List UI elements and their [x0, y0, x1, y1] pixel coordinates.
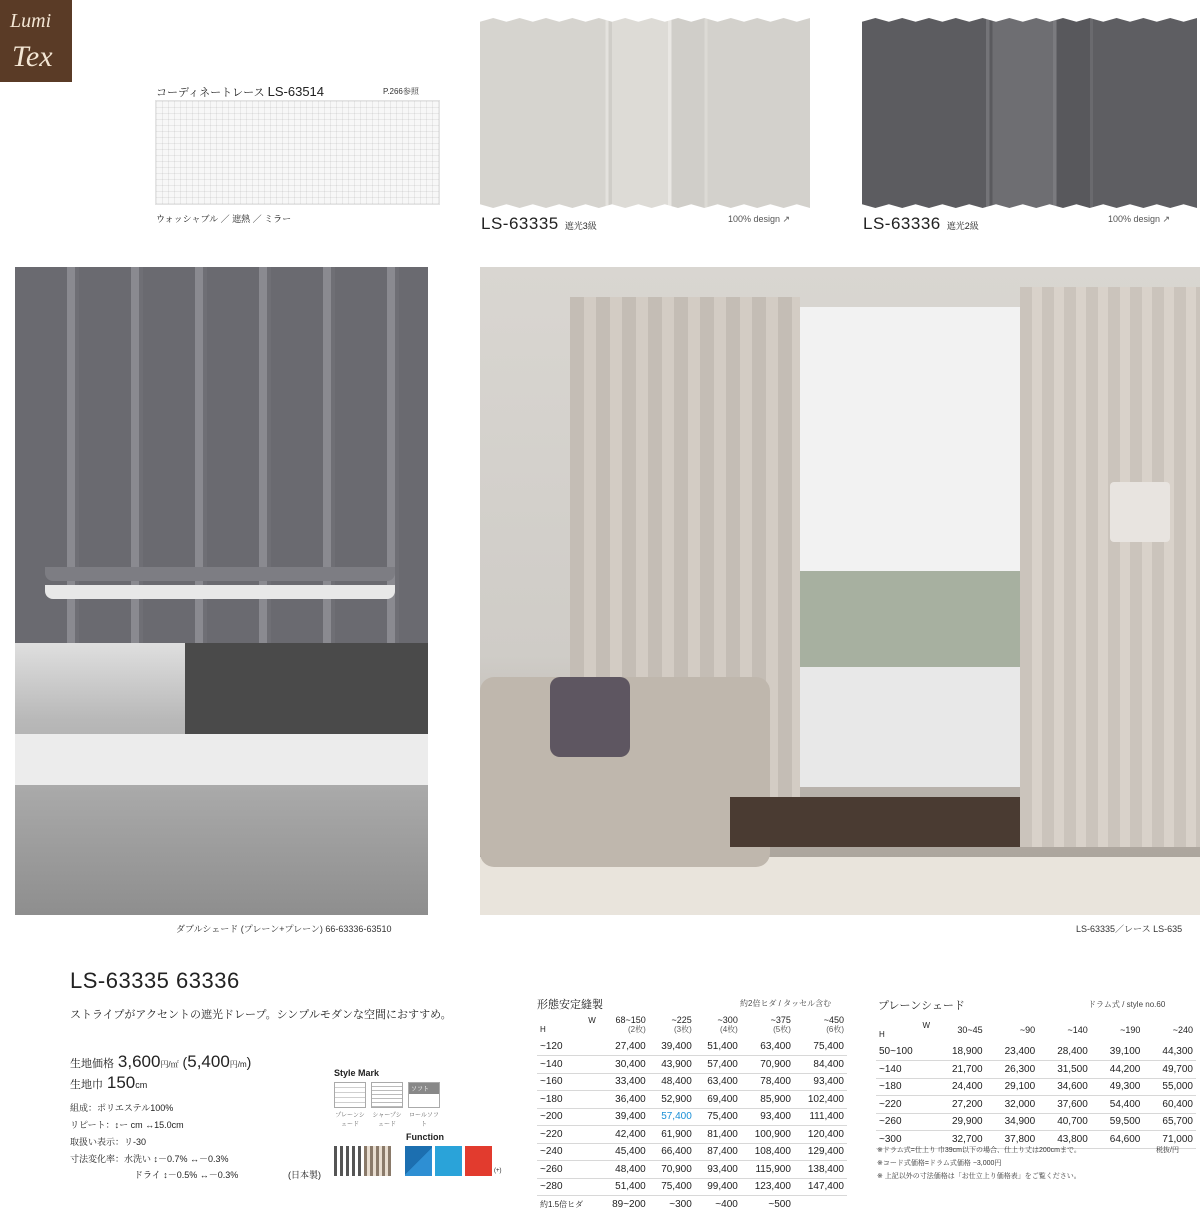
row-height: ~180: [876, 1078, 933, 1096]
row-height: ~240: [537, 1143, 599, 1161]
price-cell: 43,900: [649, 1056, 695, 1074]
fabric-icon: [364, 1146, 391, 1176]
washable-icon: [435, 1146, 462, 1176]
price-cell: 26,300: [986, 1061, 1039, 1079]
function-mark: (+): [494, 1168, 502, 1174]
price-cell: 147,400: [794, 1178, 847, 1196]
price-cell: 123,400: [741, 1178, 794, 1196]
swatch-code-text: LS-63335: [481, 214, 559, 233]
shade-table-title: プレーンシェード: [878, 997, 965, 1013]
price-cell: 24,400: [933, 1078, 986, 1096]
shade-note: ※ドラム式=仕上り 巾39cm以下の場合、仕上り丈は200cmまで。: [877, 1145, 1081, 1155]
price-cell: 60,400: [1143, 1096, 1196, 1114]
price-cell: 27,400: [599, 1038, 649, 1056]
table-header-row: [876, 1017, 1196, 1043]
price-cell: 37,800: [986, 1131, 1039, 1149]
w-label: W: [540, 1016, 596, 1025]
width-value: 150: [107, 1073, 135, 1092]
logo-line1: Lumi: [10, 10, 51, 33]
product-tagline: ストライプがアクセントの遮光ドレープ。シンプルモダンな空間におすすめ。: [70, 1006, 452, 1022]
fabric-icon: [334, 1146, 361, 1176]
price-cell: 87,400: [695, 1143, 741, 1161]
table-row: [537, 1161, 847, 1179]
column-header: ~225 (3枚): [649, 1012, 695, 1038]
price-cell: 42,400: [599, 1126, 649, 1144]
price-cell: 75,400: [794, 1038, 847, 1056]
price-cell: 63,400: [695, 1073, 741, 1091]
price-cell: 93,400: [794, 1073, 847, 1091]
table-row: [876, 1043, 1196, 1061]
row-height: 50~100: [876, 1043, 933, 1061]
repeat: リピート：↕ー cm ↔15.0cm: [70, 1118, 184, 1131]
arrow-icon: ↗: [1160, 214, 1170, 224]
price-cell: 39,400: [599, 1108, 649, 1126]
lace-code: LS-63514: [268, 84, 324, 99]
row-height: ~140: [876, 1061, 933, 1079]
style-label: プレーンシェード: [333, 1110, 367, 1128]
price-cell: 63,400: [741, 1038, 794, 1056]
flame-retardant-icon: [465, 1146, 492, 1176]
price-cell: 70,900: [649, 1161, 695, 1179]
price-cell: 45,400: [599, 1143, 649, 1161]
row-height: ~120: [537, 1038, 599, 1056]
row-height: ~220: [876, 1096, 933, 1114]
row-height: ~280: [537, 1178, 599, 1196]
style-label: ロールソフト: [407, 1110, 441, 1128]
row-height: ~260: [876, 1113, 933, 1131]
curtain-price-table: [537, 1012, 847, 1213]
width-unit: cm: [135, 1080, 147, 1090]
table-footer-row: 約1.5倍ヒダ 89~200 ~300 ~400 ~500: [537, 1196, 847, 1213]
row-height: ~200: [537, 1108, 599, 1126]
composition: 組成：ポリエステル100%: [70, 1101, 173, 1114]
price-cell: 23,400: [986, 1043, 1039, 1061]
column-header: ~90: [986, 1017, 1039, 1043]
price-cell: 39,100: [1091, 1043, 1144, 1061]
price-cell: 138,400: [794, 1161, 847, 1179]
row-height: ~160: [537, 1073, 599, 1091]
swatch-code-ls63336: [863, 214, 979, 234]
price-cell: 31,500: [1038, 1061, 1091, 1079]
window: [800, 307, 1020, 787]
coffee-table: [730, 797, 1020, 847]
price-cell: 51,400: [695, 1038, 741, 1056]
price-cell: 115,900: [741, 1161, 794, 1179]
width-label: 生地巾: [70, 1079, 103, 1091]
column-header: ~375 (5枚): [741, 1012, 794, 1038]
lace-label: [156, 84, 324, 100]
price-cell: 21,700: [933, 1061, 986, 1079]
shrink-dry: ドライ ↕－0.5% ↔－0.3%: [134, 1168, 238, 1181]
price-cell: 75,400: [695, 1108, 741, 1126]
shade-note: ※コード式価格=ドラム式価格 −3,000円: [877, 1158, 1001, 1168]
price-cell: 33,400: [599, 1073, 649, 1091]
row-height: ~180: [537, 1091, 599, 1109]
brand-logo: [0, 0, 72, 82]
blackout-icon: [405, 1146, 432, 1176]
price-m2-unit: 円/㎡: [160, 1060, 178, 1069]
column-header: 30~45: [933, 1017, 986, 1043]
price-cell: 30,400: [599, 1056, 649, 1074]
price-cell: 66,400: [649, 1143, 695, 1161]
style-mark-title: Style Mark: [334, 1068, 379, 1078]
price-cell: 43,800: [1038, 1131, 1091, 1149]
price-cell: 49,700: [1143, 1061, 1196, 1079]
design-mark-text: 100% design: [1108, 214, 1160, 224]
table-row: [537, 1091, 847, 1109]
price-cell: 69,400: [695, 1091, 741, 1109]
style-plain-icon: [334, 1082, 366, 1108]
design-mark-text: 100% design: [728, 214, 780, 224]
price-cell: 54,400: [1091, 1096, 1144, 1114]
table-row: [537, 1056, 847, 1074]
care-label: 取扱い表示：リ-30: [70, 1135, 146, 1148]
soft-tag: ソフト: [409, 1083, 439, 1094]
price-cell: 37,600: [1038, 1096, 1091, 1114]
swatch-ls63336: [862, 18, 1197, 208]
column-header: ~140: [1038, 1017, 1091, 1043]
price-cell: 18,900: [933, 1043, 986, 1061]
table-row: [537, 1073, 847, 1091]
table-row: [537, 1143, 847, 1161]
price-line: 生地価格 3,600円/㎡ (5,400円/m): [70, 1052, 251, 1072]
table-row: [876, 1096, 1196, 1114]
photo1-caption: ダブルシェード (プレーン+プレーン) 66-63336-63510: [176, 922, 391, 935]
price-cell: 27,200: [933, 1096, 986, 1114]
table-row: [537, 1126, 847, 1144]
price-cell: 59,500: [1091, 1113, 1144, 1131]
product-title: LS-63335 63336: [70, 968, 240, 994]
price-cell: 93,400: [695, 1161, 741, 1179]
price-cell: 34,600: [1038, 1078, 1091, 1096]
price-cell: 55,000: [1143, 1078, 1196, 1096]
price-cell: 78,400: [741, 1073, 794, 1091]
price-cell: 28,400: [1038, 1043, 1091, 1061]
price-cell: 48,400: [599, 1161, 649, 1179]
table-header-row: [537, 1012, 847, 1038]
lace-swatch: [155, 100, 440, 205]
lace-page-ref: P.266参照: [383, 86, 419, 97]
style-soft-icon: [408, 1082, 440, 1108]
row-height: ~140: [537, 1056, 599, 1074]
price-cell: 40,700: [1038, 1113, 1091, 1131]
price-cell: 57,400: [649, 1108, 695, 1126]
function-title: Function: [406, 1132, 444, 1142]
price-cell: 48,400: [649, 1073, 695, 1091]
w-label: W: [879, 1021, 930, 1030]
desk: [15, 734, 428, 786]
curtain-table-title: 形態安定縫製: [537, 996, 603, 1012]
price-cell: 65,700: [1143, 1113, 1196, 1131]
shade-note: ※ 上記以外の寸法価格は「お仕立上り価格表」をご覧ください。: [877, 1171, 1081, 1181]
wh-header: [876, 1017, 933, 1043]
style-sharp-icon: [371, 1082, 403, 1108]
floor-lamp: [1110, 482, 1170, 542]
price-cell: 29,100: [986, 1078, 1039, 1096]
shade-unit: 税抜/円: [1156, 1145, 1179, 1155]
h-label: H: [540, 1025, 596, 1034]
price-cell: 100,900: [741, 1126, 794, 1144]
roman-shade-photo: [15, 267, 428, 915]
price-m: 5,400: [187, 1052, 230, 1071]
price-cell: 129,400: [794, 1143, 847, 1161]
price-cell: 29,900: [933, 1113, 986, 1131]
style-label: シャープシェード: [370, 1110, 404, 1128]
curtain-table-note: 約2倍ヒダ / タッセル含む: [740, 998, 831, 1009]
row-height: ~220: [537, 1126, 599, 1144]
price-cell: 34,900: [986, 1113, 1039, 1131]
column-header: ~240: [1143, 1017, 1196, 1043]
swatch-code-ls63335: [481, 214, 597, 234]
price-cell: 61,900: [649, 1126, 695, 1144]
pillow: [550, 677, 630, 757]
width-line: [70, 1073, 147, 1093]
price-cell: 84,400: [794, 1056, 847, 1074]
column-header: ~300 (4枚): [695, 1012, 741, 1038]
price-m-unit: 円/m: [230, 1060, 247, 1069]
table-row: [537, 1108, 847, 1126]
price-cell: 57,400: [695, 1056, 741, 1074]
shade-fold: [45, 585, 395, 599]
column-header: 68~150 (2枚): [599, 1012, 649, 1038]
price-cell: 81,400: [695, 1126, 741, 1144]
price-label: 生地価格: [70, 1058, 114, 1070]
price-cell: 32,000: [986, 1096, 1039, 1114]
price-cell: 32,700: [933, 1131, 986, 1149]
price-cell: 64,600: [1091, 1131, 1144, 1149]
wh-header: [537, 1012, 599, 1038]
shrink-water: 寸法変化率：水洗い ↕－0.7% ↔－0.3%: [70, 1152, 229, 1165]
table-row: [537, 1038, 847, 1056]
column-header: ~190: [1091, 1017, 1144, 1043]
price-cell: 71,000: [1143, 1131, 1196, 1149]
price-cell: 70,900: [741, 1056, 794, 1074]
price-cell: 36,400: [599, 1091, 649, 1109]
price-cell: 75,400: [649, 1178, 695, 1196]
table-row: [537, 1178, 847, 1196]
price-cell: 102,400: [794, 1091, 847, 1109]
lace-features: ウォッシャブル ／ 遮熱 ／ ミラー: [156, 212, 291, 225]
table-row: [876, 1078, 1196, 1096]
logo-line2: Tex: [12, 40, 53, 74]
curtain-right: [1020, 287, 1200, 847]
design-mark: [1108, 214, 1170, 225]
swatch-grade: 遮光3級: [565, 221, 597, 231]
table-row: [876, 1061, 1196, 1079]
origin: (日本製): [288, 1168, 321, 1181]
living-room-photo: [480, 267, 1200, 915]
swatch-code-text: LS-63336: [863, 214, 941, 233]
price-cell: 99,400: [695, 1178, 741, 1196]
price-cell: 120,400: [794, 1126, 847, 1144]
row-height: ~300: [876, 1131, 933, 1149]
price-cell: 52,900: [649, 1091, 695, 1109]
column-header: ~450 (6枚): [794, 1012, 847, 1038]
shade-table-note: ドラム式 / style no.60: [1088, 999, 1165, 1010]
photo2-caption: LS-63335／レース LS-635: [1076, 922, 1200, 935]
design-mark: [728, 214, 790, 225]
row-height: ~260: [537, 1161, 599, 1179]
price-m2: 3,600: [118, 1052, 161, 1071]
shade-fold: [45, 567, 395, 581]
price-cell: 49,300: [1091, 1078, 1144, 1096]
price-cell: 108,400: [741, 1143, 794, 1161]
shade-price-table: [876, 1017, 1196, 1149]
price-cell: 111,400: [794, 1108, 847, 1126]
price-cell: 44,300: [1143, 1043, 1196, 1061]
lace-label-prefix: コーディネートレース: [156, 87, 265, 99]
h-label: H: [879, 1030, 930, 1039]
table-row: [876, 1113, 1196, 1131]
price-cell: 39,400: [649, 1038, 695, 1056]
price-cell: 93,400: [741, 1108, 794, 1126]
swatch-ls63335: [480, 18, 810, 208]
price-cell: 51,400: [599, 1178, 649, 1196]
price-cell: 85,900: [741, 1091, 794, 1109]
arrow-icon: ↗: [780, 214, 790, 224]
swatch-grade: 遮光2級: [947, 221, 979, 231]
price-cell: 44,200: [1091, 1061, 1144, 1079]
